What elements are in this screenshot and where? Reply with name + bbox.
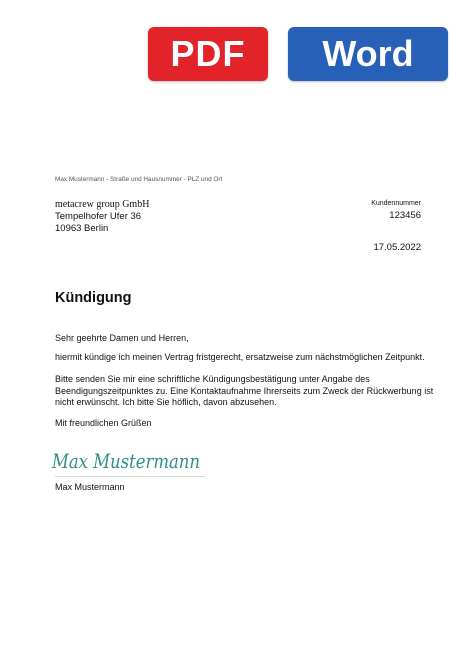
signer-name: Max Mustermann [55, 482, 125, 492]
word-download-button[interactable]: Word [288, 27, 448, 81]
salutation: Sehr geehrte Damen und Herren, [55, 333, 189, 343]
letter-date: 17.05.2022 [373, 242, 421, 253]
closing-phrase: Mit freundlichen Grüßen [55, 418, 152, 428]
sender-return-address: Max Mustermann - Straße und Hausnummer - PLZ und Ort [55, 176, 223, 183]
customer-number-block [371, 199, 421, 222]
customer-number-value: 123456 [389, 210, 421, 221]
handwritten-signature [52, 446, 202, 476]
body-paragraph-request: Bitte senden Sie mir eine schriftliche Kündigungsbestätigung unter Angabe des Beendigungszeitpunktes zu. Eine Kontaktaufnahme Ihrerseits zum Zweck der Rückwerbung ist nicht erwünscht. Ich bitte Sie höflich, davon abzusehen. [55, 374, 434, 407]
customer-number-label: Kundennummer [371, 200, 421, 207]
recipient-street: Tempelhofer Ufer 36 [55, 211, 142, 222]
signature-text: Max Mustermann [51, 449, 200, 473]
letter-subject: Kündigung [55, 290, 132, 306]
recipient-company: metacrew group GmbH [55, 199, 150, 210]
signature-line [55, 476, 205, 477]
recipient-address [55, 199, 149, 235]
recipient-city: 10963 Berlin [55, 223, 109, 234]
body-paragraph-main: hiermit kündige ich meinen Vertrag fristgerecht, ersatzweise zum nächstmöglichen Zeitpunkt. [55, 352, 425, 362]
pdf-download-button[interactable]: PDF [148, 27, 268, 81]
